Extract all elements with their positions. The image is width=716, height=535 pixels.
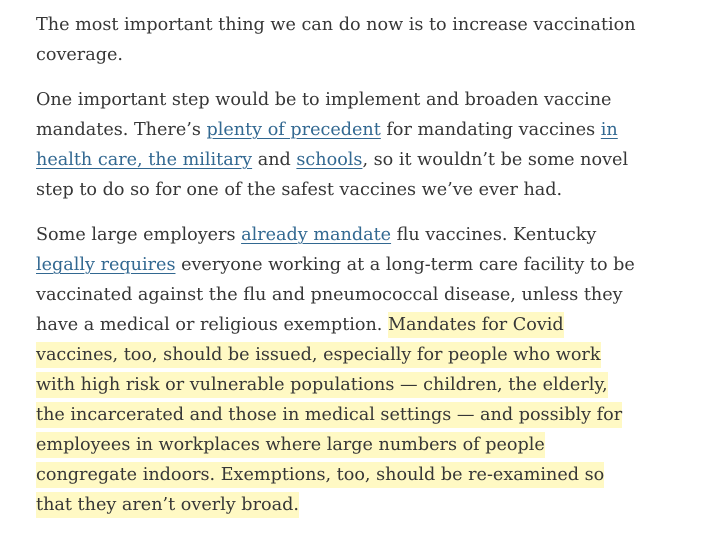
paragraph-employer-mandates — [36, 220, 640, 520]
paragraph-text: The most important thing we can do now is to increase vaccination coverage. — [36, 15, 636, 65]
link-plenty-of-precedent[interactable]: plenty of precedent — [206, 120, 381, 140]
paragraph-text: and — [252, 150, 297, 170]
article-body — [36, 10, 640, 535]
link-in-health-care[interactable]: in health care — [36, 120, 618, 170]
paragraph-text: flu vaccines. Kentucky — [391, 225, 597, 245]
link-the-military[interactable]: , the military — [137, 150, 253, 170]
paragraph-vaccination-coverage — [36, 10, 640, 70]
paragraph-text: for mandating vaccines — [380, 120, 601, 140]
link-already-mandate[interactable]: already mandate — [241, 225, 392, 245]
paragraph-text: One important step would be to implement and broaden vaccine mandates. There’s — [36, 90, 612, 140]
paragraph-vaccine-mandates — [36, 85, 640, 205]
paragraph-text: everyone working at a long-term care facility to be vaccinated against the flu and pneumococcal disease, unless they have a medical or religious exemption. — [36, 255, 635, 335]
link-schools[interactable]: schools — [296, 150, 363, 170]
paragraph-text: Some large employers — [36, 225, 242, 245]
highlighted-passage[interactable]: Mandates for Covid vaccines, too, should be issued, especially for people who work with high risk or vulnerable populations — children, the elderly, the incarcerated and those in medical settings — and possibly for employees in workplaces where large numbers of people congregate indoors. Exemptions, too, should be re-examined so that they aren’t overly broad. — [36, 312, 622, 518]
paragraph-text: , so it wouldn’t be some novel step to do so for one of the safest vaccines we’ve ever had. — [36, 150, 629, 200]
link-legally-requires[interactable]: legally requires — [36, 255, 176, 275]
